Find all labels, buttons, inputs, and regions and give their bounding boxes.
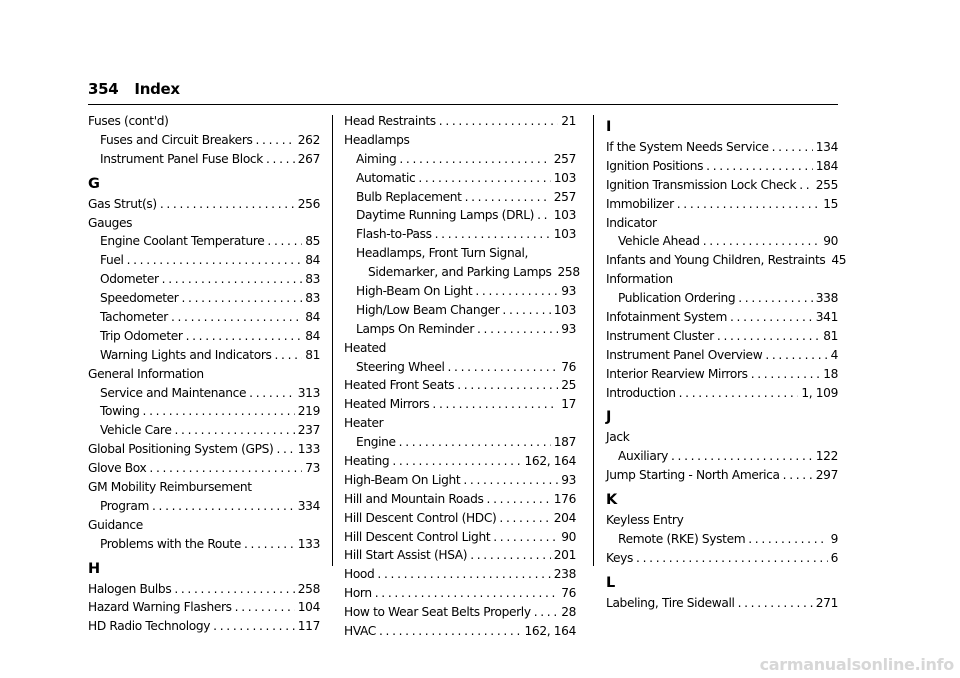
entry-term: Jump Starting - North America bbox=[606, 468, 780, 483]
entry-term: Publication Ordering bbox=[618, 291, 736, 306]
entry-page-ref[interactable]: 73 bbox=[305, 461, 320, 476]
entry-term: Keys bbox=[606, 550, 634, 565]
entry-page-ref[interactable]: 237 bbox=[297, 423, 320, 438]
entry-page-ref[interactable]: 81 bbox=[823, 328, 838, 343]
index-heading: Headlamps bbox=[344, 132, 410, 147]
entry-page-ref[interactable]: 134 bbox=[815, 140, 838, 154]
index-heading: Heater bbox=[344, 416, 384, 431]
index-heading: GM Mobility Reimbursement bbox=[88, 480, 252, 495]
dot-leader bbox=[235, 598, 295, 617]
index-heading: Guidance bbox=[88, 517, 143, 532]
entry-page-ref[interactable]: 84 bbox=[305, 328, 320, 343]
entry-page-ref[interactable]: 76 bbox=[561, 586, 576, 601]
entry-page-ref[interactable]: 103 bbox=[553, 208, 576, 223]
entry-page-ref[interactable]: 15 bbox=[823, 196, 838, 211]
entry-term: Auxiliary bbox=[618, 449, 668, 464]
entry-term: High-Beam On Light bbox=[356, 284, 473, 299]
entry-page-ref[interactable]: 90 bbox=[561, 529, 576, 544]
watermark: carmanualsonline.info bbox=[759, 655, 954, 674]
entry-page-ref[interactable]: 271 bbox=[815, 595, 838, 610]
index-entry[interactable] bbox=[606, 138, 838, 157]
entry-term: Steering Wheel bbox=[356, 359, 445, 374]
index-entry[interactable] bbox=[88, 270, 320, 289]
entry-term: Introduction bbox=[606, 385, 676, 400]
index-entry[interactable] bbox=[344, 433, 576, 452]
index-entry[interactable] bbox=[344, 490, 576, 509]
dot-leader bbox=[256, 131, 295, 150]
index-entry[interactable] bbox=[88, 289, 320, 308]
index-entry[interactable] bbox=[606, 365, 838, 384]
index-entry[interactable] bbox=[344, 546, 576, 565]
dot-leader bbox=[274, 346, 302, 365]
dot-leader bbox=[493, 528, 558, 547]
index-entry[interactable] bbox=[344, 528, 576, 547]
entry-term: Bulb Replacement bbox=[356, 189, 462, 204]
entry-term: HD Radio Technology bbox=[88, 619, 211, 634]
entry-term: Heated Front Seats bbox=[344, 378, 455, 393]
dot-leader bbox=[418, 169, 550, 188]
index-entry[interactable] bbox=[88, 308, 320, 327]
entry-term: High-Beam On Light bbox=[344, 472, 461, 487]
index-heading: Keyless Entry bbox=[606, 513, 684, 528]
index-entry[interactable] bbox=[606, 594, 838, 613]
dot-leader bbox=[765, 346, 827, 365]
dot-leader bbox=[213, 617, 295, 636]
entry-page-ref[interactable]: 176 bbox=[553, 491, 576, 506]
entry-page-ref[interactable]: 162, 164 bbox=[524, 454, 576, 469]
entry-page-ref[interactable]: 21 bbox=[561, 114, 576, 128]
index-entry[interactable] bbox=[88, 131, 320, 150]
entry-page-ref[interactable]: 93 bbox=[561, 321, 576, 336]
dot-leader bbox=[465, 188, 551, 207]
entry-page-ref[interactable]: 133 bbox=[297, 536, 320, 551]
entry-term: Engine bbox=[356, 435, 396, 450]
entry-page-ref[interactable]: 18 bbox=[823, 366, 838, 381]
entry-page-ref[interactable]: 83 bbox=[305, 291, 320, 306]
entry-term: Fuel bbox=[100, 253, 124, 268]
section-letter: K bbox=[606, 492, 617, 509]
entry-term: Gas Strut(s) bbox=[88, 196, 157, 211]
entry-page-ref[interactable]: 76 bbox=[561, 359, 576, 374]
column-divider bbox=[593, 115, 594, 566]
index-entry[interactable] bbox=[344, 358, 576, 377]
entry-page-ref[interactable]: 238 bbox=[553, 567, 576, 582]
entry-term: Horn bbox=[344, 586, 372, 601]
index-entry[interactable] bbox=[606, 466, 838, 485]
entry-page-ref[interactable]: 341 bbox=[815, 310, 838, 325]
dot-leader bbox=[249, 384, 295, 403]
dot-leader bbox=[487, 490, 551, 509]
entry-page-ref[interactable]: 133 bbox=[297, 442, 320, 457]
entry-term: Hill Start Assist (HSA) bbox=[344, 548, 468, 563]
dot-leader bbox=[244, 535, 295, 554]
entry-term: Hill Descent Control Light bbox=[344, 529, 491, 544]
entry-page-ref[interactable]: 258 bbox=[557, 265, 580, 280]
index-heading: Jack bbox=[606, 430, 630, 445]
dot-leader bbox=[499, 509, 550, 528]
entry-page-ref[interactable]: 117 bbox=[297, 619, 320, 634]
entry-page-ref[interactable]: 255 bbox=[815, 177, 838, 192]
entry-term: Aiming bbox=[356, 151, 397, 166]
dot-leader bbox=[392, 452, 521, 471]
dot-leader bbox=[149, 459, 302, 478]
index-heading: General Information bbox=[88, 366, 204, 381]
index-entry[interactable] bbox=[88, 402, 320, 421]
entry-page-ref[interactable]: 81 bbox=[305, 347, 320, 362]
entry-term: Hill Descent Control (HDC) bbox=[344, 510, 497, 525]
dot-leader bbox=[439, 112, 558, 131]
section-letter: J bbox=[606, 409, 612, 426]
entry-term: Trip Odometer bbox=[100, 328, 183, 343]
section-letter: L bbox=[606, 574, 615, 591]
index-entry[interactable] bbox=[344, 112, 576, 131]
dot-leader bbox=[174, 580, 294, 599]
index-entry[interactable] bbox=[344, 188, 576, 207]
index-entry[interactable] bbox=[88, 459, 320, 478]
index-entry[interactable] bbox=[344, 395, 576, 414]
entry-page-ref[interactable]: 256 bbox=[297, 196, 320, 211]
page-title: Index bbox=[134, 80, 180, 98]
entry-term: Heating bbox=[344, 454, 390, 469]
entry-term: Hood bbox=[344, 567, 375, 582]
index-entry[interactable] bbox=[344, 376, 576, 395]
index-entry[interactable] bbox=[606, 530, 838, 549]
index-entry[interactable] bbox=[88, 384, 320, 403]
entry-term: High/Low Beam Changer bbox=[356, 302, 500, 317]
page-header bbox=[88, 80, 180, 104]
dot-leader bbox=[751, 365, 821, 384]
dot-leader bbox=[783, 466, 813, 485]
entry-page-ref[interactable]: 28 bbox=[561, 605, 576, 620]
index-entry[interactable] bbox=[88, 150, 320, 169]
dot-leader bbox=[799, 176, 813, 195]
dot-leader bbox=[534, 603, 558, 622]
dot-leader bbox=[738, 594, 813, 613]
index-entry[interactable] bbox=[88, 346, 320, 365]
entry-term: How to Wear Seat Belts Properly bbox=[344, 605, 531, 620]
dot-leader bbox=[160, 195, 295, 214]
index-entry[interactable] bbox=[344, 206, 576, 225]
entry-term: Problems with the Route bbox=[100, 536, 241, 551]
entry-term: Infants and Young Children, Restraints bbox=[606, 253, 826, 268]
index-entry[interactable] bbox=[606, 447, 838, 466]
dot-leader bbox=[738, 289, 813, 308]
index-entry[interactable] bbox=[344, 320, 576, 339]
index-heading: Indicator bbox=[606, 215, 657, 230]
index-entry[interactable] bbox=[88, 232, 320, 251]
index-entry[interactable] bbox=[88, 440, 320, 459]
index-entry[interactable] bbox=[344, 169, 576, 188]
index-entry[interactable] bbox=[344, 509, 576, 528]
entry-page-ref[interactable]: 187 bbox=[553, 435, 576, 450]
dot-leader bbox=[375, 584, 558, 603]
dot-leader bbox=[127, 251, 303, 270]
entry-term: Fuses and Circuit Breakers bbox=[100, 132, 253, 147]
entry-page-ref[interactable]: 162, 164 bbox=[524, 624, 576, 639]
index-entry[interactable] bbox=[606, 384, 838, 403]
entry-page-ref[interactable]: 93 bbox=[561, 472, 576, 487]
index-entry[interactable] bbox=[88, 251, 320, 270]
index-column-3 bbox=[606, 112, 847, 613]
dot-leader bbox=[152, 497, 295, 516]
index-entry[interactable] bbox=[606, 327, 838, 346]
dot-leader bbox=[174, 421, 294, 440]
dot-leader bbox=[463, 471, 558, 490]
index-entry[interactable] bbox=[88, 580, 320, 599]
entry-page-ref[interactable]: 93 bbox=[561, 284, 576, 299]
index-entry[interactable] bbox=[344, 622, 576, 641]
index-entry[interactable] bbox=[88, 327, 320, 346]
entry-term: Speedometer bbox=[100, 291, 179, 306]
index-entry[interactable] bbox=[88, 497, 320, 516]
entry-term: Head Restraints bbox=[344, 114, 436, 128]
dot-leader bbox=[377, 565, 550, 584]
entry-page-ref[interactable]: 84 bbox=[305, 253, 320, 268]
entry-term: Vehicle Ahead bbox=[618, 234, 700, 249]
index-entry[interactable] bbox=[606, 251, 847, 270]
index-entry[interactable] bbox=[88, 535, 320, 554]
entry-page-ref[interactable]: 104 bbox=[297, 600, 320, 615]
dot-leader bbox=[477, 320, 558, 339]
dot-leader bbox=[671, 447, 813, 466]
entry-page-ref[interactable]: 90 bbox=[823, 234, 838, 249]
entry-term: Halogen Bulbs bbox=[88, 581, 172, 596]
dot-leader bbox=[703, 232, 821, 251]
entry-term: Program bbox=[100, 498, 149, 513]
dot-leader bbox=[748, 530, 827, 549]
entry-term: Sidemarker, and Parking Lamps bbox=[368, 265, 552, 280]
dot-leader bbox=[677, 195, 820, 214]
index-column-1 bbox=[88, 112, 320, 636]
entry-term: Automatic bbox=[356, 170, 416, 185]
entry-page-ref[interactable]: 219 bbox=[297, 404, 320, 419]
entry-term: Remote (RKE) System bbox=[618, 532, 746, 547]
entry-page-ref[interactable]: 258 bbox=[297, 581, 320, 596]
dot-leader bbox=[399, 433, 551, 452]
dot-leader bbox=[730, 308, 813, 327]
index-entry[interactable] bbox=[344, 301, 576, 320]
index-entry[interactable] bbox=[344, 225, 576, 244]
dot-leader bbox=[457, 376, 558, 395]
index-entry[interactable] bbox=[344, 263, 580, 282]
index-entry[interactable] bbox=[344, 471, 576, 490]
index-entry[interactable] bbox=[606, 176, 838, 195]
entry-term: Glove Box bbox=[88, 461, 147, 476]
dot-leader bbox=[502, 301, 550, 320]
entry-term: Ignition Positions bbox=[606, 158, 704, 173]
entry-term: Instrument Panel Overview bbox=[606, 347, 763, 362]
dot-leader bbox=[537, 206, 551, 225]
dot-leader bbox=[186, 327, 303, 346]
entry-page-ref[interactable]: 201 bbox=[553, 548, 576, 563]
dot-leader bbox=[267, 232, 302, 251]
dot-leader bbox=[162, 270, 303, 289]
dot-leader bbox=[679, 384, 799, 403]
dot-leader bbox=[379, 622, 522, 641]
entry-page-ref[interactable]: 85 bbox=[305, 234, 320, 249]
entry-page-ref[interactable]: 4 bbox=[830, 347, 838, 362]
index-entry[interactable] bbox=[88, 421, 320, 440]
entry-term: Heated Mirrors bbox=[344, 397, 430, 412]
dot-leader bbox=[448, 358, 559, 377]
index-entry[interactable] bbox=[88, 617, 320, 636]
entry-page-ref[interactable]: 25 bbox=[561, 378, 576, 393]
index-heading: Information bbox=[606, 272, 673, 287]
dot-leader bbox=[266, 150, 295, 169]
entry-page-ref[interactable]: 122 bbox=[815, 449, 838, 464]
entry-page-ref[interactable]: 262 bbox=[297, 132, 320, 147]
index-heading: Gauges bbox=[88, 215, 133, 230]
index-entry[interactable] bbox=[344, 452, 576, 471]
entry-term: HVAC bbox=[344, 624, 376, 639]
entry-page-ref[interactable]: 267 bbox=[297, 151, 320, 166]
entry-page-ref[interactable]: 184 bbox=[815, 158, 838, 173]
entry-term: Infotainment System bbox=[606, 310, 727, 325]
entry-term: Global Positioning System (GPS) bbox=[88, 442, 274, 457]
index-heading: Fuses (cont'd) bbox=[88, 114, 169, 128]
entry-term: Tachometer bbox=[100, 310, 168, 325]
section-letter: H bbox=[88, 560, 100, 577]
entry-term: Service and Maintenance bbox=[100, 385, 247, 400]
page-number: 354 bbox=[88, 80, 119, 98]
index-entry[interactable] bbox=[344, 603, 576, 622]
dot-leader bbox=[772, 138, 813, 157]
section-letter: G bbox=[88, 175, 100, 192]
index-entry[interactable] bbox=[88, 195, 320, 214]
index-entry[interactable] bbox=[606, 157, 838, 176]
entry-page-ref[interactable]: 334 bbox=[297, 498, 320, 513]
entry-page-ref[interactable]: 103 bbox=[553, 302, 576, 317]
entry-page-ref[interactable]: 257 bbox=[553, 189, 576, 204]
dot-leader bbox=[717, 327, 820, 346]
index-entry[interactable] bbox=[606, 232, 838, 251]
entry-term: Instrument Panel Fuse Block bbox=[100, 151, 263, 166]
index-entry[interactable] bbox=[344, 282, 576, 301]
column-divider bbox=[332, 115, 333, 566]
entry-term: Hill and Mountain Roads bbox=[344, 491, 484, 506]
entry-page-ref[interactable]: 84 bbox=[305, 310, 320, 325]
entry-page-ref[interactable]: 103 bbox=[553, 170, 576, 185]
header-rule bbox=[88, 104, 838, 105]
entry-page-ref[interactable]: 313 bbox=[297, 385, 320, 400]
entry-page-ref[interactable]: 297 bbox=[815, 468, 838, 483]
index-column-2 bbox=[344, 112, 580, 641]
dot-leader bbox=[706, 157, 813, 176]
entry-term: Vehicle Care bbox=[100, 423, 172, 438]
dot-leader bbox=[276, 440, 294, 459]
dot-leader bbox=[181, 289, 302, 308]
entry-term: Daytime Running Lamps (DRL) bbox=[356, 208, 535, 223]
entry-page-ref[interactable]: 83 bbox=[305, 272, 320, 287]
index-entry[interactable] bbox=[88, 598, 320, 617]
index-entry[interactable] bbox=[344, 584, 576, 603]
index-entry[interactable] bbox=[344, 565, 576, 584]
entry-page-ref[interactable]: 1, 109 bbox=[801, 385, 838, 400]
dot-leader bbox=[171, 308, 302, 327]
entry-term: Flash-to-Pass bbox=[356, 227, 432, 242]
dot-leader bbox=[470, 546, 551, 565]
index-heading: Heated bbox=[344, 340, 387, 355]
index-entry[interactable] bbox=[344, 150, 576, 169]
entry-term: Warning Lights and Indicators bbox=[100, 347, 272, 362]
entry-page-ref[interactable]: 257 bbox=[553, 151, 576, 166]
section-letter: I bbox=[606, 119, 612, 135]
index-entry[interactable] bbox=[606, 346, 838, 365]
index-entry[interactable] bbox=[606, 289, 838, 308]
entry-term: Hazard Warning Flashers bbox=[88, 600, 232, 615]
index-entry[interactable] bbox=[606, 549, 838, 568]
entry-term: Engine Coolant Temperature bbox=[100, 234, 265, 249]
entry-page-ref[interactable]: 338 bbox=[815, 291, 838, 306]
entry-page-ref[interactable]: 103 bbox=[553, 227, 576, 242]
entry-term: Immobilizer bbox=[606, 196, 674, 211]
entry-term: Lamps On Reminder bbox=[356, 321, 474, 336]
entry-page-ref[interactable]: 17 bbox=[561, 397, 576, 412]
index-heading: Headlamps, Front Turn Signal, bbox=[356, 246, 528, 261]
entry-term: Labeling, Tire Sidewall bbox=[606, 595, 735, 610]
entry-term: Instrument Cluster bbox=[606, 328, 714, 343]
entry-page-ref[interactable]: 45 bbox=[831, 253, 847, 268]
entry-page-ref[interactable]: 204 bbox=[553, 510, 576, 525]
index-entry[interactable] bbox=[606, 308, 838, 327]
entry-page-ref[interactable]: 9 bbox=[830, 532, 838, 547]
entry-term: Odometer bbox=[100, 272, 159, 287]
entry-page-ref[interactable]: 6 bbox=[830, 550, 838, 565]
dot-leader bbox=[143, 402, 295, 421]
entry-term: If the System Needs Service bbox=[606, 140, 769, 154]
dot-leader bbox=[399, 150, 550, 169]
index-entry[interactable] bbox=[606, 195, 838, 214]
entry-term: Towing bbox=[100, 404, 140, 419]
dot-leader bbox=[432, 395, 558, 414]
dot-leader bbox=[435, 225, 551, 244]
dot-leader bbox=[475, 282, 558, 301]
entry-term: Interior Rearview Mirrors bbox=[606, 366, 748, 381]
dot-leader bbox=[636, 549, 828, 568]
entry-term: Ignition Transmission Lock Check bbox=[606, 177, 797, 192]
